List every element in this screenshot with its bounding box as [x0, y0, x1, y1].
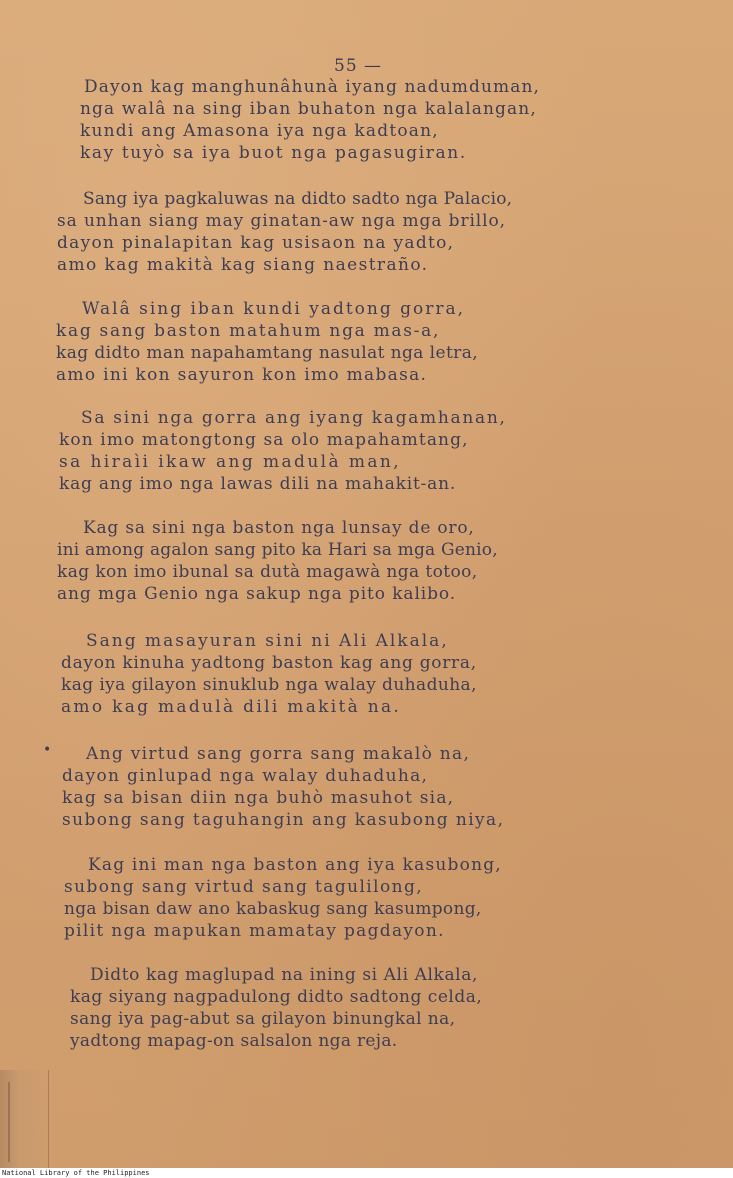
stanza-8 — [64, 854, 502, 942]
stanza-line: Sang masayuran sini ni Ali Alkala, — [86, 631, 449, 651]
stanza-line: yadtong mapag-on salsalon nga reja. — [70, 1031, 398, 1051]
stanza-9 — [70, 964, 482, 1052]
stanza-line: subong sang taguhangin ang kasubong niya, — [62, 810, 505, 830]
stanza-line: kag ang imo nga lawas dili na mahakit-an. — [59, 474, 457, 494]
stanza-line: kag iya gilayon sinuklub nga walay duhaduha, — [61, 675, 477, 695]
stanza-line: kag sa bisan diin nga buhò masuhot sia, — [62, 788, 455, 808]
stanza-line: Kag sa sini nga baston nga lunsay de oro, — [83, 518, 475, 538]
stanza-line: kag siyang nagpadulong didto sadtong celda, — [70, 987, 483, 1007]
stanza-1 — [80, 76, 541, 164]
stanza-line: subong sang virtud sang tagulilong, — [64, 877, 424, 897]
stanza-line: ini among agalon sang pito ka Hari sa mga Genio, — [57, 540, 498, 560]
stanza-line: Dayon kag manghunâhunà iyang nadumduman, — [84, 77, 541, 97]
stanza-line: kag sang baston matahum nga mas-a, — [56, 321, 441, 341]
stanza-line: Sang iya pagkaluwas na didto sadto nga Palacio, — [83, 189, 513, 209]
stanza-line: sang iya pag-abut sa gilayon binungkal na, — [70, 1009, 456, 1029]
stanza-line: Sa sini nga gorra ang iyang kagamhanan, — [81, 408, 507, 428]
stanza-line: kag didto man napahamtang nasulat nga letra, — [56, 343, 479, 363]
stanza-line: dayon kinuha yadtong baston kag ang gorra, — [61, 653, 477, 673]
stanza-line: Didto kag maglupad na ining si Ali Alkala, — [90, 965, 478, 985]
worn-page-edge — [0, 1070, 49, 1168]
stanza-line: sa unhan siang may ginatan-aw nga mga brillo, — [57, 211, 506, 231]
stanza-2 — [57, 188, 512, 276]
stanza-6 — [61, 630, 477, 718]
stanza-line: nga walâ na sing iban buhaton nga kalalangan, — [80, 99, 537, 119]
stanza-line: sa hiraìi ikaw ang madulà man, — [59, 452, 402, 472]
stanza-line: kon imo matongtong sa olo mapahamtang, — [59, 430, 469, 450]
stanza-line: dayon pinalapitan kag usisaon na yadto, — [57, 233, 455, 253]
stanza-4 — [59, 407, 507, 495]
stanza-line: kay tuyò sa iya buot nga pagasugiran. — [80, 143, 467, 163]
stanza-line: amo kag madulà dili makità na. — [61, 697, 402, 717]
stanza-line: kundi ang Amasona iya nga kadtoan, — [80, 121, 439, 141]
stanza-line: Kag ini man nga baston ang iya kasubong, — [88, 855, 502, 875]
stanza-line: amo ini kon sayuron kon imo mabasa. — [56, 365, 428, 385]
stanza-line: kag kon imo ibunal sa dutà magawà nga totoo, — [57, 562, 478, 582]
stanza-line: amo kag makità kag siang naestraño. — [57, 255, 429, 275]
stanza-line: ang mga Genio nga sakup nga pito kalibo. — [57, 584, 457, 604]
page-number: 55 — — [334, 56, 383, 76]
stanza-line: dayon ginlupad nga walay duhaduha, — [62, 766, 429, 786]
stray-ink-mark: • — [43, 742, 52, 758]
stanza-line: nga bisan daw ano kabaskug sang kasumpong, — [64, 899, 482, 919]
stanza-3 — [56, 298, 478, 386]
stanza-line: Ang virtud sang gorra sang makalò na, — [86, 744, 471, 764]
stanza-7 — [62, 743, 504, 831]
stanza-line: Walâ sing iban kundi yadtong gorra, — [82, 299, 466, 319]
stanza-line: pilit nga mapukan mamatay pagdayon. — [64, 921, 445, 941]
library-credit: National Library of the Philippines — [2, 1169, 150, 1177]
stanza-5 — [57, 517, 498, 605]
